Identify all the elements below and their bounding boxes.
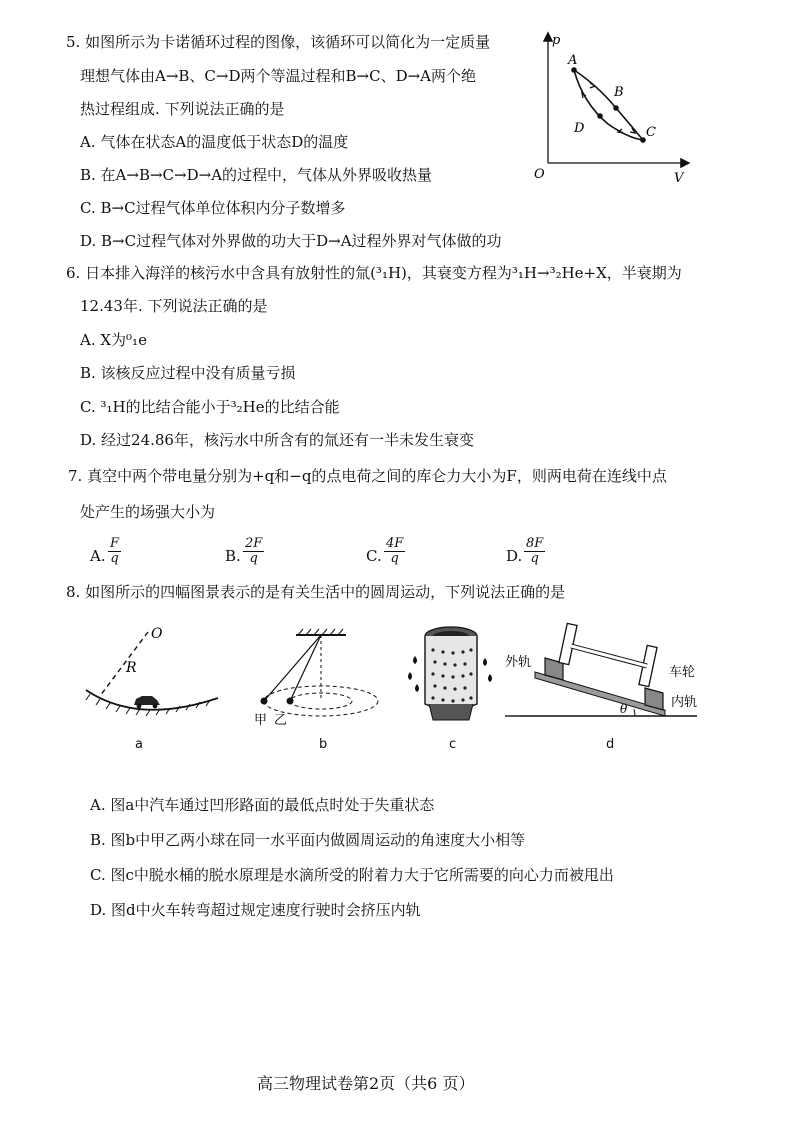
q7-option-b-label: B. [225,547,241,565]
page-footer: 高三物理试卷第2页（共6 页） [257,1074,475,1093]
q7-option-b-fraction [243,537,264,566]
figure-b-conical-pendulum [246,625,406,730]
figure-d-caption: d [606,737,615,752]
q8-option-a: A. 图a中汽车通过凹形路面的最低点时处于失重状态 [90,796,435,814]
q6-stem-line2: 12.43年. 下列说法正确的是 [80,297,268,315]
label-b: B [614,85,624,100]
point-b [613,105,619,111]
carnot-pv-diagram [528,28,694,186]
q5-option-d: D. B→C过程气体对外界做的功大于D→A过程外界对气体做的功 [80,232,502,250]
label-theta: θ [620,702,628,716]
figure-c-caption: c [449,737,457,752]
q8-option-c: C. 图c中脱水桶的脱水原理是水滴所受的附着力大于它所需要的向心力而被甩出 [90,866,614,884]
point-c [640,137,646,143]
label-outer-rail: 外轨 [505,655,532,670]
v-axis-label: V [674,171,684,186]
label-inner-rail: 内轨 [671,695,698,710]
car-icon [134,696,160,708]
label-a: A [568,53,578,68]
origin-label: O [534,167,545,182]
label-c: C [646,125,656,140]
q7-option-c-label: C. [366,547,382,565]
q6-option-b: B. 该核反应过程中没有质量亏损 [80,364,296,382]
label-r: R [126,660,137,676]
q5-stem-line1: 5. 如图所示为卡诺循环过程的图像，该循环可以简化为一定质量 [66,33,491,51]
q7-a-numerator: F [110,536,120,551]
q5-option-a: A. 气体在状态A的温度低于状态D的温度 [80,133,349,151]
label-jia: 甲 [254,713,268,728]
q7-option-c-fraction [384,537,405,566]
figure-d-banked-rail [505,610,705,728]
q5-stem-line2: 理想气体由A→B、C→D两个等温过程和B→C、D→A两个绝 [80,67,476,85]
p-axis-label: p [552,33,561,48]
q7-d-denominator: q [530,551,539,566]
radius-line [100,632,148,696]
label-d: D [574,121,585,136]
point-a [571,67,577,73]
q7-option-d-label: D. [506,547,523,565]
figure-a-concave-road [78,620,228,725]
ball-jia [261,698,268,705]
label-yi: 乙 [274,713,288,728]
q6-option-a: A. X为⁰₁e [80,331,147,349]
figure-a-caption: a [135,737,143,752]
q8-stem: 8. 如图所示的四幅图景表示的是有关生活中的圆周运动，下列说法正确的是 [66,583,566,601]
q7-b-denominator: q [249,551,258,566]
q5-option-c: C. B→C过程气体单位体积内分子数增多 [80,199,346,217]
q5-option-b: B. 在A→B→C→D→A的过程中，气体从外界吸收热量 [80,166,433,184]
q8-option-d: D. 图d中火车转弯超过规定速度行驶时会挤压内轨 [90,901,421,919]
q7-c-numerator: 4F [386,536,404,551]
q7-a-denominator: q [110,551,119,566]
q6-stem-line1: 6. 日本排入海洋的核污水中含具有放射性的氚(³₁H)，其衰变方程为³₁H→³₂He+X，半衰期为 [66,264,682,282]
q7-option-d-fraction [524,537,545,566]
point-d [597,113,603,119]
figure-c-spin-dryer [405,618,497,730]
arrow-ab-icon [590,83,595,88]
q7-d-numerator: 8F [526,536,544,551]
q7-c-denominator: q [390,551,399,566]
label-o: O [151,626,163,642]
ball-yi [287,698,294,705]
q8-option-b: B. 图b中甲乙两小球在同一水平面内做圆周运动的角速度大小相等 [90,831,526,849]
q6-option-d: D. 经过24.86年，核污水中所含有的氚还有一半未发生衰变 [80,431,474,449]
q7-b-numerator: 2F [245,536,263,551]
q7-option-a-label: A. [90,547,106,565]
figure-b-caption: b [319,737,328,752]
label-wheel: 车轮 [669,665,696,680]
q6-option-c: C. ³₁H的比结合能小于³₂He的比结合能 [80,398,340,416]
wheel-left [559,623,577,664]
q7-option-a-fraction [108,537,121,566]
q5-stem-line3: 热过程组成. 下列说法正确的是 [80,100,285,118]
q7-stem-line2: 处产生的场强大小为 [80,503,216,521]
q7-stem-line1: 7. 真空中两个带电量分别为+q和−q的点电荷之间的库仑力大小为F，则两电荷在连线中点 [68,467,667,485]
